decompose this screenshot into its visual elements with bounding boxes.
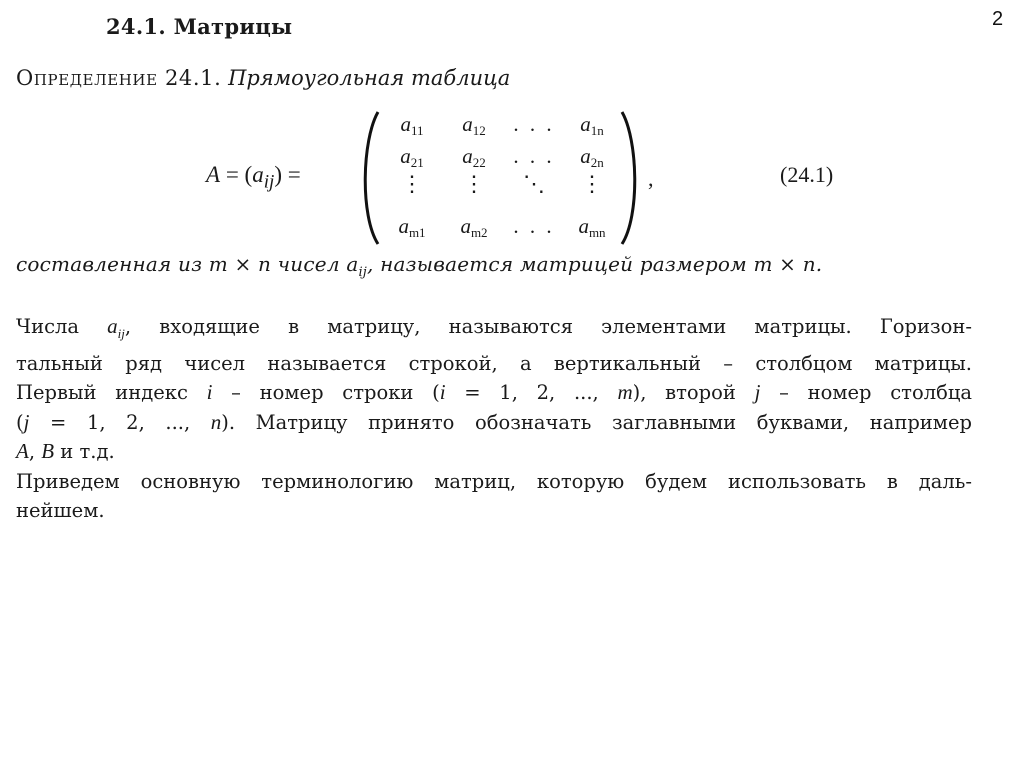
matrix-formula	[206, 106, 856, 248]
definition-title: Прямоугольная таблица	[228, 66, 511, 90]
matrix-cell: $a_{22}$	[462, 144, 486, 170]
matrix-cell: . . .	[513, 112, 555, 136]
definition-continuation: составленная из m × n чисел $a_{ij}$, называется матрицей размером m × n.	[16, 252, 823, 280]
matrix-grid	[382, 108, 618, 244]
matrix-cell: ⋮	[463, 171, 485, 196]
paragraph-line: нейшем.	[16, 499, 105, 523]
matrix-cell: $a_{2n}$	[580, 144, 604, 170]
left-parenthesis	[356, 110, 382, 246]
paragraph-line: Первый индекс i – номер строки (i = 1, 2, ..., m), второй j – номер столбца	[16, 380, 972, 405]
body-paragraph	[16, 312, 972, 526]
section-title: 24.1. Матрицы	[106, 14, 293, 39]
matrix-cell: $a_{1n}$	[580, 112, 604, 138]
formula-comma: ,	[648, 166, 654, 191]
matrix-cell: . . .	[513, 214, 555, 238]
definition-label: Определение 24.1.	[16, 66, 222, 90]
paragraph-line: Приведем основную терминологию матриц, которую будем использовать в даль-	[16, 469, 972, 493]
matrix-cell: $a_{m1}$	[398, 214, 426, 240]
matrix-cell: ⋮	[401, 171, 423, 196]
slide-number: 2	[992, 8, 1004, 30]
matrix-cell: $a_{11}$	[400, 112, 424, 138]
equation-number: (24.1)	[780, 162, 834, 187]
definition-heading	[16, 66, 510, 90]
matrix-cell: . . .	[513, 144, 555, 168]
matrix-cell: ⋮	[581, 171, 603, 196]
paragraph-line: (j = 1, 2, ..., n). Матрицу принято обозначать заглавными буквами, например	[16, 409, 972, 434]
paragraph-line: Числа $a_{ij}$, входящие в матрицу, называются элементами матрицы. Горизон-	[16, 314, 972, 342]
paragraph-line: A, B и т.д.	[16, 439, 115, 464]
formula-lhs: $A = (a_{ij})$ =	[206, 162, 301, 193]
matrix-cell: $a_{m2}$	[460, 214, 488, 240]
matrix-cell: $a_{21}$	[400, 144, 424, 170]
right-parenthesis	[618, 110, 644, 246]
matrix-cell: $a_{mn}$	[578, 214, 606, 240]
paragraph-line: тальный ряд чисел называется строкой, а вертикальный – столбцом матрицы.	[16, 351, 972, 375]
matrix-cell: ⋱	[523, 171, 545, 196]
matrix-cell: $a_{12}$	[462, 112, 486, 138]
